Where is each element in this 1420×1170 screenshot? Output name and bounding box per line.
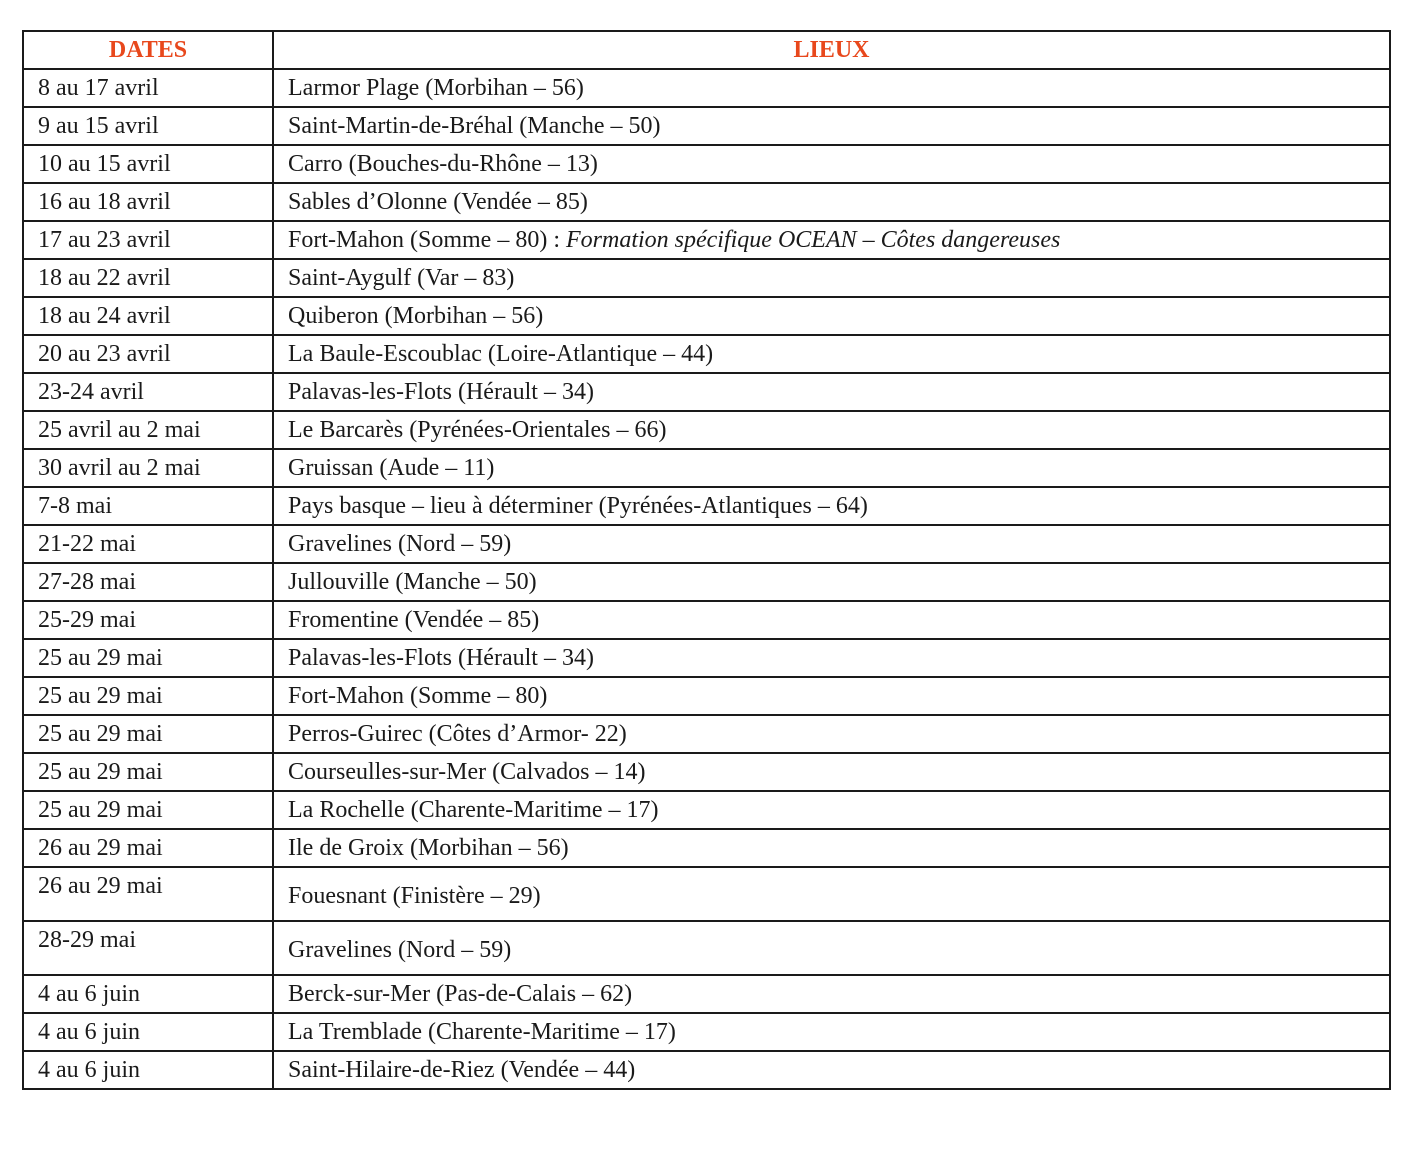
table-row — [23, 69, 1390, 107]
place-note: Formation spécifique OCEAN – Côtes dangereuses — [565, 227, 1061, 253]
table-row — [23, 975, 1390, 1013]
place-cell: Ile de Groix (Morbihan – 56) — [273, 829, 1390, 867]
table-row — [23, 297, 1390, 335]
table-row — [23, 259, 1390, 297]
date-cell: 9 au 15 avril — [23, 107, 273, 145]
date-cell: 25 au 29 mai — [23, 677, 273, 715]
date-cell: 18 au 22 avril — [23, 259, 273, 297]
place-cell: La Baule-Escoublac (Loire-Atlantique – 44) — [273, 335, 1390, 373]
place-cell: Saint-Aygulf (Var – 83) — [273, 259, 1390, 297]
table-row — [23, 525, 1390, 563]
table-row — [23, 1051, 1390, 1089]
date-cell: 27-28 mai — [23, 563, 273, 601]
place-cell: Palavas-les-Flots (Hérault – 34) — [273, 373, 1390, 411]
table-row — [23, 1013, 1390, 1051]
date-cell: 28-29 mai — [23, 921, 273, 975]
date-cell: 7-8 mai — [23, 487, 273, 525]
place-cell — [273, 221, 1390, 259]
date-cell: 25 au 29 mai — [23, 791, 273, 829]
place-cell: Le Barcarès (Pyrénées-Orientales – 66) — [273, 411, 1390, 449]
date-cell: 23-24 avril — [23, 373, 273, 411]
place-cell: Saint-Martin-de-Bréhal (Manche – 50) — [273, 107, 1390, 145]
date-cell: 4 au 6 juin — [23, 1051, 273, 1089]
place-cell: Pays basque – lieu à déterminer (Pyrénées-Atlantiques – 64) — [273, 487, 1390, 525]
table-row — [23, 563, 1390, 601]
table-row — [23, 107, 1390, 145]
schedule-table — [22, 30, 1391, 1090]
date-cell: 25 au 29 mai — [23, 753, 273, 791]
date-cell: 18 au 24 avril — [23, 297, 273, 335]
date-cell: 4 au 6 juin — [23, 1013, 273, 1051]
place-cell: Jullouville (Manche – 50) — [273, 563, 1390, 601]
date-cell: 4 au 6 juin — [23, 975, 273, 1013]
table-row — [23, 221, 1390, 259]
place-cell: Carro (Bouches-du-Rhône – 13) — [273, 145, 1390, 183]
date-cell: 17 au 23 avril — [23, 221, 273, 259]
date-cell: 26 au 29 mai — [23, 829, 273, 867]
table-row — [23, 145, 1390, 183]
date-cell: 25-29 mai — [23, 601, 273, 639]
place-cell: Sables d’Olonne (Vendée – 85) — [273, 183, 1390, 221]
table-row — [23, 829, 1390, 867]
table-row — [23, 487, 1390, 525]
table-row — [23, 791, 1390, 829]
date-cell: 21-22 mai — [23, 525, 273, 563]
date-cell: 20 au 23 avril — [23, 335, 273, 373]
place-cell: Saint-Hilaire-de-Riez (Vendée – 44) — [273, 1051, 1390, 1089]
date-cell: 10 au 15 avril — [23, 145, 273, 183]
place-cell: Quiberon (Morbihan – 56) — [273, 297, 1390, 335]
table-row — [23, 715, 1390, 753]
place-cell: Perros-Guirec (Côtes d’Armor- 22) — [273, 715, 1390, 753]
place-cell: Gruissan (Aude – 11) — [273, 449, 1390, 487]
place-cell: Palavas-les-Flots (Hérault – 34) — [273, 639, 1390, 677]
table-row — [23, 601, 1390, 639]
place-cell: Larmor Plage (Morbihan – 56) — [273, 69, 1390, 107]
header-row — [23, 31, 1390, 69]
table-row — [23, 639, 1390, 677]
header-dates: DATES — [23, 31, 273, 69]
date-cell: 26 au 29 mai — [23, 867, 273, 921]
date-cell: 25 avril au 2 mai — [23, 411, 273, 449]
place-cell: Berck-sur-Mer (Pas-de-Calais – 62) — [273, 975, 1390, 1013]
place-cell: Fromentine (Vendée – 85) — [273, 601, 1390, 639]
place-cell: Gravelines (Nord – 59) — [273, 921, 1390, 975]
table-row — [23, 921, 1390, 975]
table-row — [23, 753, 1390, 791]
table-row — [23, 183, 1390, 221]
date-cell: 25 au 29 mai — [23, 639, 273, 677]
place-cell: Fouesnant (Finistère – 29) — [273, 867, 1390, 921]
table-row — [23, 335, 1390, 373]
place-cell: Fort-Mahon (Somme – 80) — [273, 677, 1390, 715]
date-cell: 8 au 17 avril — [23, 69, 273, 107]
place-text: Fort-Mahon (Somme – 80) : — [288, 227, 566, 253]
header-lieux: LIEUX — [273, 31, 1390, 69]
place-cell: La Rochelle (Charente-Maritime – 17) — [273, 791, 1390, 829]
date-cell: 16 au 18 avril — [23, 183, 273, 221]
place-cell: Gravelines (Nord – 59) — [273, 525, 1390, 563]
table-row — [23, 449, 1390, 487]
table-row — [23, 867, 1390, 921]
table-row — [23, 677, 1390, 715]
place-cell: La Tremblade (Charente-Maritime – 17) — [273, 1013, 1390, 1051]
table-row — [23, 373, 1390, 411]
table-row — [23, 411, 1390, 449]
date-cell: 30 avril au 2 mai — [23, 449, 273, 487]
date-cell: 25 au 29 mai — [23, 715, 273, 753]
place-cell: Courseulles-sur-Mer (Calvados – 14) — [273, 753, 1390, 791]
